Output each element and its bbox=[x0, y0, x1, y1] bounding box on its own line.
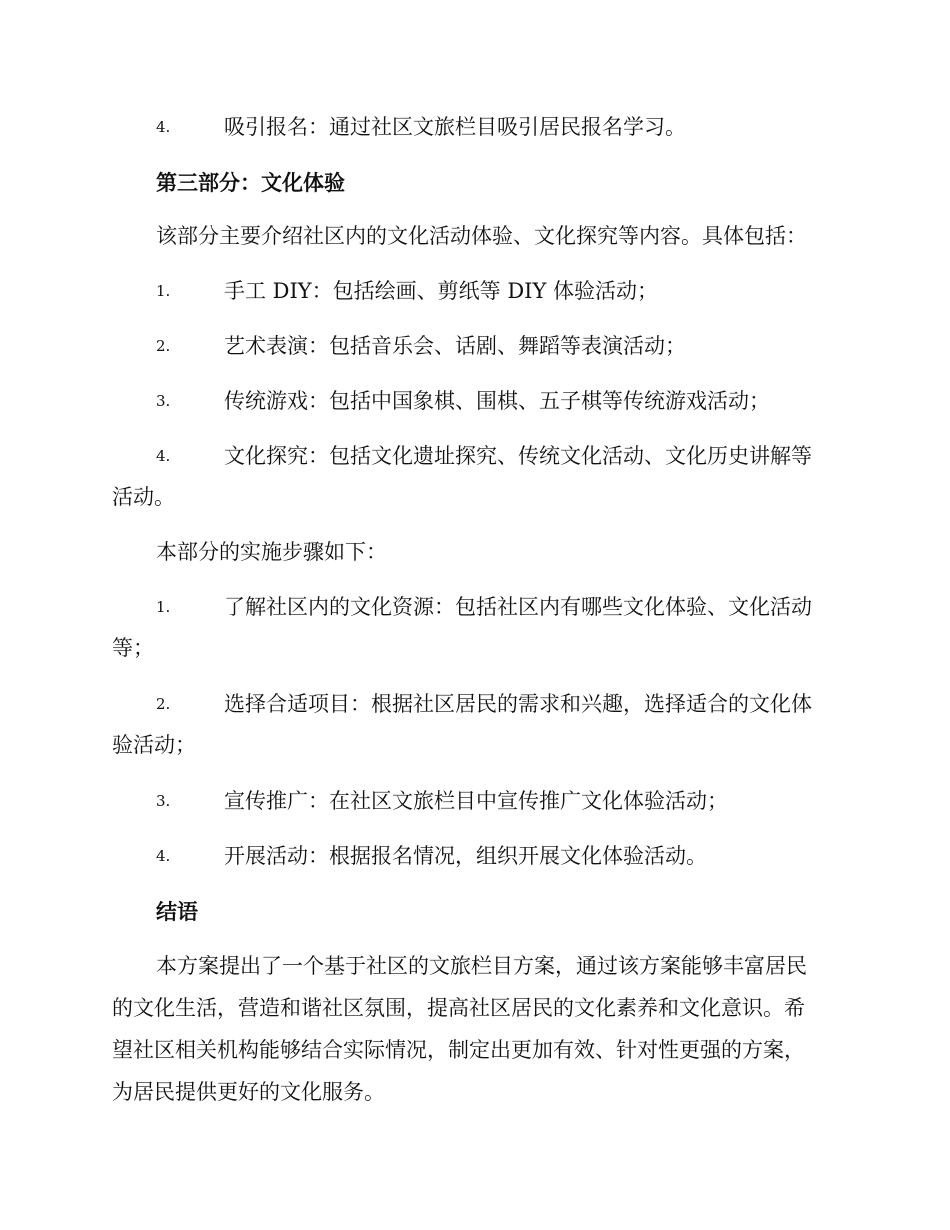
list-number: 1. bbox=[156, 598, 171, 616]
list-text: 吸引报名：通过社区文旅栏目吸引居民报名学习。 bbox=[224, 115, 686, 139]
paragraph-line: 为居民提供更好的文化服务。 bbox=[112, 1080, 385, 1104]
paragraph-line: 本方案提出了一个基于社区的文旅栏目方案，通过该方案能够丰富居民 bbox=[156, 954, 807, 978]
list-item bbox=[112, 684, 834, 766]
list-text: 开展活动：根据报名情况，组织开展文化体验活动。 bbox=[224, 844, 707, 868]
list-text: 了解社区内的文化资源：包括社区内有哪些文化体验、文化活动 bbox=[224, 595, 812, 619]
list-text-continuation: 验活动； bbox=[112, 733, 196, 757]
paragraph: 本部分的实施步骤如下： bbox=[156, 540, 387, 564]
paragraph-line: 望社区相关机构能够结合实际情况，制定出更加有效、针对性更强的方案， bbox=[112, 1038, 805, 1062]
paragraph-line: 的文化生活，营造和谐社区氛围，提高社区居民的文化素养和文化意识。希 bbox=[112, 996, 805, 1020]
list-number: 4. bbox=[156, 447, 171, 465]
list-number: 3. bbox=[156, 392, 171, 410]
list-text: 选择合适项目：根据社区居民的需求和兴趣，选择适合的文化体 bbox=[224, 692, 812, 716]
list-item bbox=[112, 587, 834, 669]
list-number: 4. bbox=[156, 847, 171, 865]
list-number: 1. bbox=[156, 282, 171, 300]
list-item bbox=[112, 326, 834, 367]
list-item bbox=[112, 271, 834, 312]
list-text: 手工 DIY：包括绘画、剪纸等 DIY 体验活动； bbox=[224, 279, 659, 303]
list-text: 宣传推广：在社区文旅栏目中宣传推广文化体验活动； bbox=[224, 789, 728, 813]
list-text-continuation: 等； bbox=[112, 636, 154, 660]
list-text: 艺术表演：包括音乐会、话剧、舞蹈等表演活动； bbox=[224, 334, 686, 358]
list-text: 文化探究：包括文化遗址探究、传统文化活动、文化历史讲解等 bbox=[224, 444, 812, 468]
list-item bbox=[112, 436, 834, 518]
list-item bbox=[112, 836, 834, 877]
list-number: 2. bbox=[156, 337, 171, 355]
paragraph: 该部分主要介绍社区内的文化活动体验、文化探究等内容。具体包括： bbox=[156, 224, 807, 248]
list-item bbox=[112, 781, 834, 822]
section-heading: 第三部分：文化体验 bbox=[156, 170, 345, 195]
list-item bbox=[112, 381, 834, 422]
list-text: 传统游戏：包括中国象棋、围棋、五子棋等传统游戏活动； bbox=[224, 389, 770, 413]
list-number: 3. bbox=[156, 792, 171, 810]
list-text-continuation: 活动。 bbox=[112, 485, 175, 509]
list-number: 4. bbox=[156, 118, 171, 136]
section-heading: 结语 bbox=[156, 899, 198, 924]
list-item bbox=[112, 107, 834, 148]
list-number: 2. bbox=[156, 695, 171, 713]
